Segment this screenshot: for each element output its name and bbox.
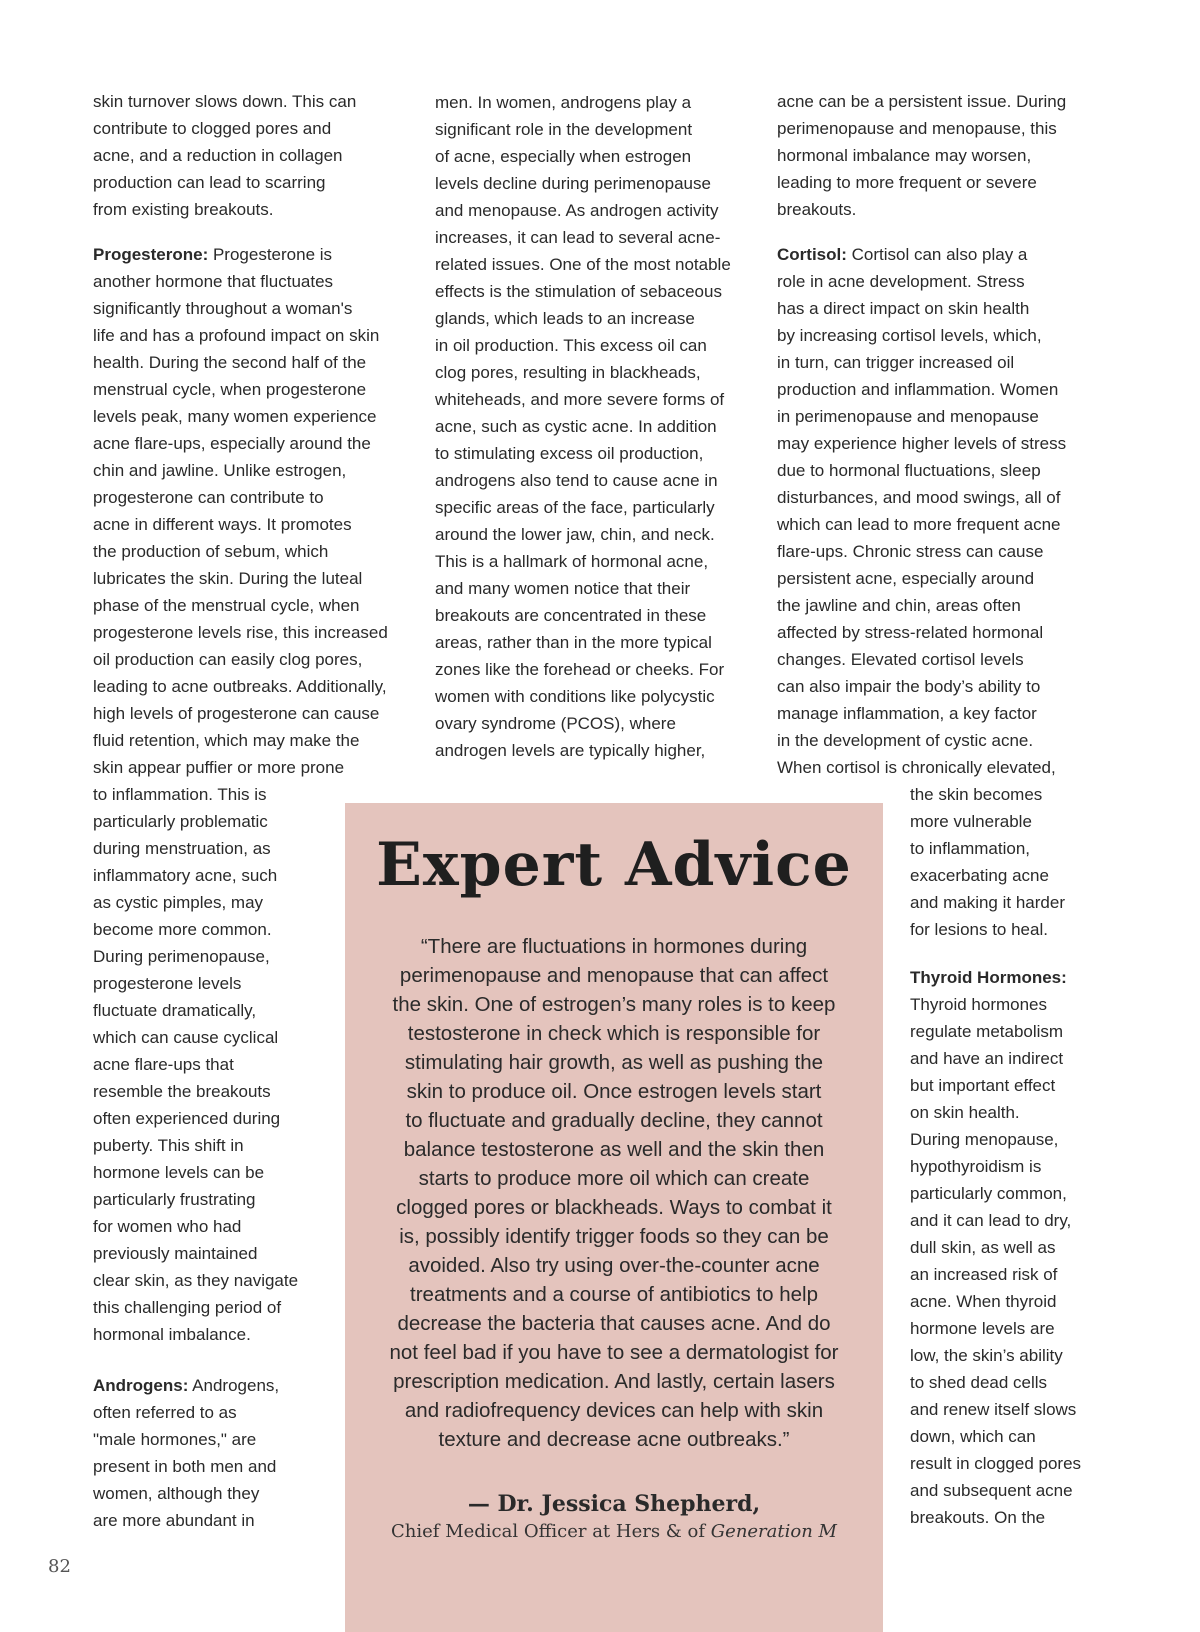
- text-line: effects is the stimulation of sebaceous: [435, 282, 722, 301]
- text-line: acne can be a persistent issue. During: [777, 92, 1067, 111]
- text-line: women with conditions like polycystic: [435, 687, 715, 706]
- quote-line: avoided. Also try using over-the-counter acne: [408, 1254, 820, 1277]
- text-line: particularly problematic: [93, 812, 268, 831]
- text-line: fluctuate dramatically,: [93, 1001, 257, 1020]
- text-line: can also impair the body’s ability to: [777, 677, 1041, 696]
- text-line: dull skin, as well as: [910, 1238, 1056, 1257]
- text-line: are more abundant in: [93, 1511, 255, 1530]
- text-line: breakouts.: [777, 200, 857, 219]
- text-line: lubricates the skin. During the luteal: [93, 569, 363, 588]
- page-number: 82: [48, 1556, 71, 1577]
- quote-line: stimulating hair growth, as well as pushing the: [404, 1051, 824, 1074]
- text-line: During menopause,: [910, 1130, 1059, 1149]
- text-line: but important effect: [910, 1076, 1056, 1095]
- text-line: previously maintained: [93, 1244, 258, 1263]
- text-line: hormonal imbalance may worsen,: [777, 146, 1032, 165]
- text-line: acne flare-ups that: [93, 1055, 234, 1074]
- text-line: hormonal imbalance.: [93, 1325, 251, 1344]
- text-line: around the lower jaw, chin, and neck.: [435, 525, 715, 544]
- thyroid-heading: Thyroid Hormones:: [910, 968, 1067, 987]
- quote-line: decrease the bacteria that causes acne. And do: [397, 1312, 831, 1335]
- text-line: manage inflammation, a key factor: [777, 704, 1037, 723]
- quote-line: prescription medication. And lastly, certain lasers: [393, 1370, 835, 1393]
- text-line: hypothyroidism is: [910, 1157, 1042, 1176]
- text-line: progesterone levels rise, this increased: [93, 623, 388, 642]
- quote-line: treatments and a course of antibiotics to help: [410, 1283, 818, 1306]
- text-line: clog pores, resulting in blackheads,: [435, 363, 701, 382]
- text-line: in the development of cystic acne.: [777, 731, 1034, 750]
- text-line: of acne, especially when estrogen: [435, 147, 692, 166]
- text-line: fluid retention, which may make the: [93, 731, 360, 750]
- text-line: hormone levels are: [910, 1319, 1055, 1338]
- text-line: clear skin, as they navigate: [93, 1271, 299, 1290]
- text-line: to shed dead cells: [910, 1373, 1048, 1392]
- text-line: increases, it can lead to several acne-: [435, 228, 721, 247]
- text-line: ovary syndrome (PCOS), where: [435, 714, 676, 733]
- text-line: Androgens,: [188, 1376, 280, 1395]
- quote-line: balance testosterone as well and the skin then: [403, 1138, 825, 1161]
- text-line: significant role in the development: [435, 120, 693, 139]
- text-line: more vulnerable: [910, 812, 1032, 831]
- attribution-role: [358, 1519, 870, 1545]
- text-line: specific areas of the face, particularly: [435, 498, 715, 517]
- text-line: acne, and a reduction in collagen: [93, 146, 343, 165]
- text-line: an increased risk of: [910, 1265, 1058, 1284]
- text-line: from existing breakouts.: [93, 200, 274, 219]
- text-line: due to hormonal fluctuations, sleep: [777, 461, 1041, 480]
- text-line: in turn, can trigger increased oil: [777, 353, 1015, 372]
- text-line: another hormone that fluctuates: [93, 272, 334, 291]
- text-line: and have an indirect: [910, 1049, 1064, 1068]
- paragraph-first-line: [777, 241, 1027, 268]
- text-line: leading to more frequent or severe: [777, 173, 1037, 192]
- text-line: zones like the forehead or cheeks. For: [435, 660, 725, 679]
- text-line: resemble the breakouts: [93, 1082, 271, 1101]
- text-line: Progesterone is: [208, 245, 333, 264]
- text-line: men. In women, androgens play a: [435, 93, 692, 112]
- quote-line: “There are fluctuations in hormones during: [420, 935, 808, 958]
- quote-line: perimenopause and menopause that can affect: [399, 964, 829, 987]
- text-line: production and inflammation. Women: [777, 380, 1059, 399]
- expert-advice-title: Expert Advice: [376, 830, 852, 900]
- quote-line: the skin. One of estrogen’s many roles is to keep: [392, 993, 836, 1016]
- text-line: acne in different ways. It promotes: [93, 515, 352, 534]
- text-line: and renew itself slows: [910, 1400, 1077, 1419]
- text-line: whiteheads, and more severe forms of: [435, 390, 725, 409]
- attribution-name: — Dr. Jessica Shepherd,: [467, 1491, 761, 1517]
- text-line: production can lead to scarring: [93, 173, 326, 192]
- text-line: changes. Elevated cortisol levels: [777, 650, 1024, 669]
- text-line: and it can lead to dry,: [910, 1211, 1072, 1230]
- quote-line: not feel bad if you have to see a dermatologist for: [389, 1341, 839, 1364]
- text-line: breakouts. On the: [910, 1508, 1046, 1527]
- text-line: on skin health.: [910, 1103, 1020, 1122]
- text-line: This is a hallmark of hormonal acne,: [435, 552, 709, 571]
- text-line: which can lead to more frequent acne: [777, 515, 1061, 534]
- text-line: affected by stress-related hormonal: [777, 623, 1044, 642]
- text-line: this challenging period of: [93, 1298, 282, 1317]
- progesterone-heading: Progesterone:: [93, 245, 209, 264]
- text-line: during menstruation, as: [93, 839, 271, 858]
- text-line: acne flare-ups, especially around the: [93, 434, 371, 453]
- quote-line: and radiofrequency devices can help with skin: [404, 1399, 824, 1422]
- text-line: chin and jawline. Unlike estrogen,: [93, 461, 347, 480]
- text-line: to inflammation. This is: [93, 785, 267, 804]
- text-line: glands, which leads to an increase: [435, 309, 695, 328]
- text-line: hormone levels can be: [93, 1163, 265, 1182]
- text-line: menstrual cycle, when progesterone: [93, 380, 367, 399]
- quote-line: starts to produce more oil which can create: [418, 1167, 810, 1190]
- text-line: androgen levels are typically higher,: [435, 741, 706, 760]
- text-line: for women who had: [93, 1217, 242, 1236]
- text-line: present in both men and: [93, 1457, 277, 1476]
- text-line: skin appear puffier or more prone: [93, 758, 345, 777]
- text-line: phase of the menstrual cycle, when: [93, 596, 360, 615]
- text-line: has a direct impact on skin health: [777, 299, 1030, 318]
- attribution-role-text: Chief Medical Officer at Hers & of: [391, 1521, 711, 1542]
- text-line: life and has a profound impact on skin: [93, 326, 380, 345]
- text-line: "male hormones," are: [93, 1430, 257, 1449]
- text-line: significantly throughout a woman's: [93, 299, 353, 318]
- quote-line: testosterone in check which is responsible for: [407, 1022, 821, 1045]
- text-line: the jawline and chin, areas often: [777, 596, 1021, 615]
- text-line: progesterone can contribute to: [93, 488, 324, 507]
- text-line: Thyroid hormones: [910, 995, 1048, 1014]
- text-line: particularly frustrating: [93, 1190, 256, 1209]
- text-line: flare-ups. Chronic stress can cause: [777, 542, 1044, 561]
- text-line: regulate metabolism: [910, 1022, 1064, 1041]
- text-line: high levels of progesterone can cause: [93, 704, 380, 723]
- quote-line: clogged pores or blackheads. Ways to combat it: [396, 1196, 832, 1219]
- text-line: oil production can easily clog pores,: [93, 650, 363, 669]
- quote-line: to fluctuate and gradually decline, they cannot: [405, 1109, 823, 1132]
- text-line: progesterone levels: [93, 974, 242, 993]
- text-line: and many women notice that their: [435, 579, 691, 598]
- text-line: to stimulating excess oil production,: [435, 444, 704, 463]
- text-line: contribute to clogged pores and: [93, 119, 332, 138]
- text-line: may experience higher levels of stress: [777, 434, 1067, 453]
- text-line: androgens also tend to cause acne in: [435, 471, 718, 490]
- publication-title: Generation M: [710, 1521, 837, 1542]
- text-line: in perimenopause and menopause: [777, 407, 1039, 426]
- text-line: which can cause cyclical: [93, 1028, 279, 1047]
- text-line: result in clogged pores: [910, 1454, 1082, 1473]
- text-line: skin turnover slows down. This can: [93, 92, 357, 111]
- text-line: to inflammation,: [910, 839, 1030, 858]
- text-line: levels peak, many women experience: [93, 407, 377, 426]
- cortisol-heading: Cortisol:: [777, 245, 847, 264]
- text-line: When cortisol is chronically elevated,: [777, 758, 1056, 777]
- text-line: acne, such as cystic acne. In addition: [435, 417, 717, 436]
- text-line: disturbances, and mood swings, all of: [777, 488, 1061, 507]
- paragraph-first-line: [93, 1372, 279, 1399]
- paragraph-first-line: [93, 241, 332, 268]
- text-line: down, which can: [910, 1427, 1036, 1446]
- text-line: leading to acne outbreaks. Additionally,: [93, 677, 387, 696]
- text-line: levels decline during perimenopause: [435, 174, 711, 193]
- text-line: particularly common,: [910, 1184, 1067, 1203]
- text-line: often referred to as: [93, 1403, 237, 1422]
- text-line: the skin becomes: [910, 785, 1043, 804]
- text-line: inflammatory acne, such: [93, 866, 278, 885]
- text-line: for lesions to heal.: [910, 920, 1048, 939]
- text-line: During perimenopause,: [93, 947, 270, 966]
- text-line: and menopause. As androgen activity: [435, 201, 719, 220]
- text-line: and making it harder: [910, 893, 1065, 912]
- text-line: breakouts are concentrated in these: [435, 606, 707, 625]
- text-line: role in acne development. Stress: [777, 272, 1025, 291]
- text-line: by increasing cortisol levels, which,: [777, 326, 1042, 345]
- quote-line: skin to produce oil. Once estrogen levels start: [406, 1080, 822, 1103]
- text-line: the production of sebum, which: [93, 542, 329, 561]
- text-line: as cystic pimples, may: [93, 893, 264, 912]
- text-line: often experienced during: [93, 1109, 281, 1128]
- text-line: low, the skin’s ability: [910, 1346, 1063, 1365]
- text-line: women, although they: [93, 1484, 260, 1503]
- text-line: become more common.: [93, 920, 272, 939]
- text-line: in oil production. This excess oil can: [435, 336, 707, 355]
- text-line: health. During the second half of the: [93, 353, 367, 372]
- androgens-heading: Androgens:: [93, 1376, 189, 1395]
- text-line: areas, rather than in the more typical: [435, 633, 712, 652]
- text-line: and subsequent acne: [910, 1481, 1073, 1500]
- text-line: persistent acne, especially around: [777, 569, 1035, 588]
- text-line: related issues. One of the most notable: [435, 255, 731, 274]
- quote-line: texture and decrease acne outbreaks.”: [438, 1428, 790, 1451]
- text-line: Cortisol can also play a: [846, 245, 1028, 264]
- text-line: acne. When thyroid: [910, 1292, 1057, 1311]
- text-line: exacerbating acne: [910, 866, 1049, 885]
- text-line: perimenopause and menopause, this: [777, 119, 1057, 138]
- quote-line: is, possibly identify trigger foods so they can be: [399, 1225, 829, 1248]
- text-line: puberty. This shift in: [93, 1136, 244, 1155]
